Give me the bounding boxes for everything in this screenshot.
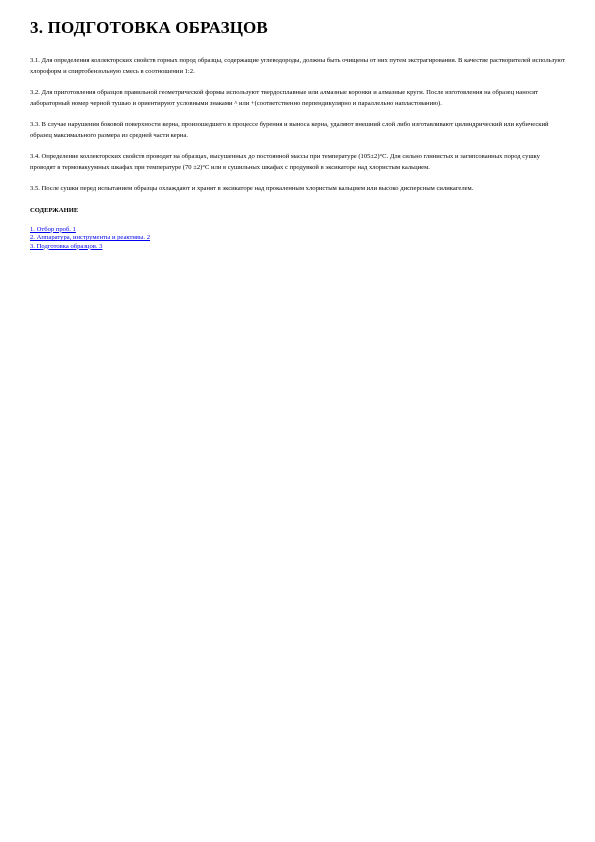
- paragraph-3-4: 3.4. Определение коллекторских свойств проводят на образцах, высушенных до постоянной массы при температуре (105±2)°С. Для сильно глинистых и загипсованных пород сушку проводят в термовакуумных шкафах при температуре (70 ±2)°С или в сушильных шкафах с продувкой в эксикаторе над хлористым кальцием.: [30, 153, 540, 171]
- section-title: 3. ПОДГОТОВКА ОБРАЗЦОВ: [30, 18, 268, 37]
- toc-item: [30, 234, 567, 243]
- toc-link-equipment[interactable]: 2. Аппаратура, инструменты и реактивы. 2: [30, 234, 151, 241]
- paragraph-3-3: 3.3. В случае нарушения боковой поверхности керна, произошедшего в процессе бурения и выноса керна, удаляют внешний слой либо изготавливают цилиндрический или кубический образец максимального размера из средней части керна.: [30, 121, 549, 139]
- paragraph-3-2: 3.2. Для приготовления образцов правильной геометрической формы используют твердосплавные или алмазные коронки и алмазные круги. После изготовления на образец наносят лабораторный номер черной тушью и ориентируют условными знаками ^ или +(соответственно перпендикулярно и параллельно напластованию).: [30, 89, 539, 107]
- table-of-contents: [30, 226, 567, 252]
- paragraph-3-1: 3.1. Для определения коллекторских свойств горных пород образцы, содержащие углеводороды, должны быть очищены от них путем экстрагирования. В качестве растворителей используют хлороформ и спиртобензольную смесь в соотношении 1:2.: [30, 57, 566, 75]
- toc-link-sample-preparation[interactable]: 3. Подготовка образцов. 3: [30, 242, 103, 250]
- paragraph-3-5: 3.5. После сушки перед испытанием образцы охлаждают и хранят в эксикаторе над прокаленным хлористым кальцием или высоко дисперсным силикагелем.: [30, 185, 474, 192]
- toc-link-sampling[interactable]: 1. Отбор проб. 1: [30, 225, 76, 233]
- toc-item: [30, 226, 567, 235]
- toc-heading: СОДЕРЖАНИЕ: [30, 206, 79, 214]
- toc-item: [30, 243, 567, 252]
